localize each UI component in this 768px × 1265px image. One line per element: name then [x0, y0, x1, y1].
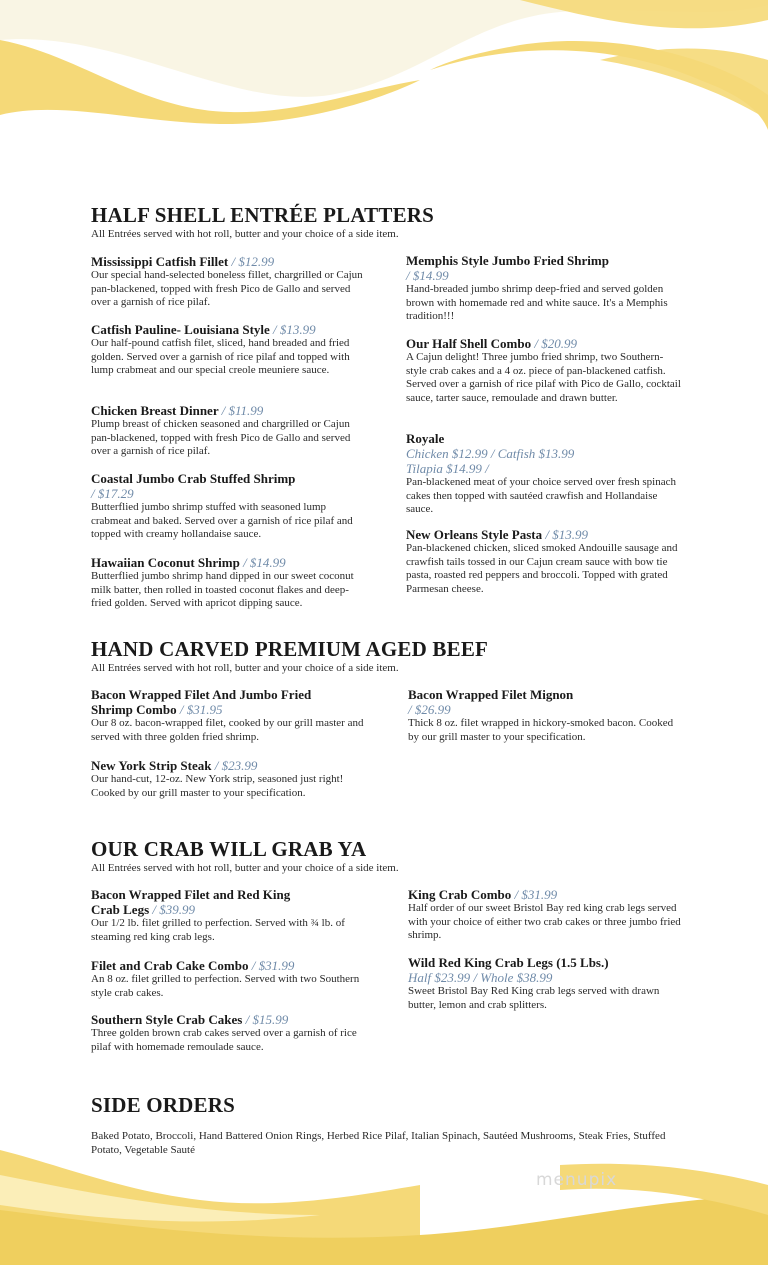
menu-item-wild-red-king-crab-legs: [408, 955, 683, 1012]
watermark: menupix: [536, 1170, 618, 1190]
item-name: Wild Red King Crab Legs (1.5 Lbs.): [408, 955, 609, 970]
menu-item-bacon-wrapped-filet-red-king-crab: [91, 887, 366, 944]
sides-section-title: SIDE ORDERS: [91, 1093, 235, 1117]
item-name: Filet and Crab Cake Combo: [91, 958, 249, 973]
item-description: Our 8 oz. bacon-wrapped filet, cooked by our grill master and served with three golden fried shrimp.: [91, 717, 364, 743]
crab-section-subtitle: All Entrées served with hot roll, butter and your choice of a side item.: [91, 862, 399, 874]
menu-item-coastal-jumbo-crab-stuffed-shrimp: [91, 471, 366, 542]
item-name-line1: Bacon Wrapped Filet and Red King: [91, 887, 291, 902]
menu-item-half-shell-combo: [406, 336, 681, 405]
item-name: Hawaiian Coconut Shrimp: [91, 555, 240, 570]
menu-item-new-york-strip-steak: [91, 758, 366, 800]
menu-item-king-crab-combo: [408, 887, 683, 943]
item-name: Mississippi Catfish Fillet: [91, 254, 229, 269]
item-price: / $17.29: [91, 486, 134, 501]
beef-section-title: HAND CARVED PREMIUM AGED BEEF: [91, 637, 489, 661]
item-price: / $26.99: [408, 702, 451, 717]
item-price: / $13.99: [273, 322, 316, 337]
item-name: New York Strip Steak: [91, 758, 212, 773]
item-name: King Crab Combo: [408, 887, 512, 902]
item-name: Catfish Pauline- Louisiana Style: [91, 322, 270, 337]
beef-section-subtitle: All Entrées served with hot roll, butter and your choice of a side item.: [91, 662, 399, 674]
side-orders-list: Baked Potato, Broccoli, Hand Battered Onion Rings, Herbed Rice Pilaf, Italian Spinach, Sautéed Mushrooms, Steak Fries, Stuffed Potato, Vegetable Sauté: [91, 1130, 666, 1156]
item-description: Hand-breaded jumbo shrimp deep-fried and served golden brown with homemade red and white sauce. It's a Memphis tradition!!!: [406, 283, 668, 322]
item-price-chicken-catfish: Chicken $12.99 / Catfish $13.99: [406, 446, 575, 461]
menu-item-catfish-pauline: [91, 322, 366, 378]
item-name: Royale: [406, 431, 445, 446]
item-name: Memphis Style Jumbo Fried Shrimp: [406, 253, 609, 268]
menu-item-chicken-breast-dinner: [91, 403, 366, 459]
menu-item-mississippi-catfish: [91, 254, 366, 310]
item-name: Bacon Wrapped Filet Mignon: [408, 687, 574, 702]
item-price: / $15.99: [245, 1012, 289, 1027]
item-description: Sweet Bristol Bay Red King crab legs served with drawn butter, lemon and crab splitters.: [408, 985, 660, 1011]
menu-item-filet-and-crab-cake-combo: [91, 958, 366, 1000]
item-description: Pan-blackened meat of your choice served over fresh spinach cakes then topped with sautéed crawfish and Hollandaise sauce.: [406, 476, 676, 515]
menu-item-hawaiian-coconut-shrimp: [91, 555, 366, 611]
item-description: Our hand-cut, 12-oz. New York strip, seasoned just right! Cooked by our grill master to your specification.: [91, 773, 344, 799]
item-price: / $14.99: [406, 268, 449, 283]
item-price: / $31.95: [179, 702, 223, 717]
menu-item-bacon-wrapped-filet-mignon: [408, 687, 683, 744]
item-description: Plump breast of chicken seasoned and chargrilled or Cajun pan-blackened, topped with fresh Pico de Gallo and served over a garnish of rice pilaf.: [91, 418, 351, 457]
item-price: / $11.99: [221, 403, 264, 418]
menu-item-southern-style-crab-cakes: [91, 1012, 366, 1054]
item-description: An 8 oz. filet grilled to perfection. Served with two Southern style crab cakes.: [91, 973, 360, 999]
item-price: / $14.99: [243, 555, 286, 570]
item-price: / $31.99: [251, 958, 295, 973]
crab-section-title: OUR CRAB WILL GRAB YA: [91, 837, 367, 861]
menu-item-memphis-style-jumbo-fried-shrimp: [406, 253, 681, 324]
item-description: Half order of our sweet Bristol Bay red king crab legs served with your choice of either two crab cakes or three jumbo fried shrimp.: [408, 902, 681, 941]
platters-section-title: HALF SHELL ENTRÉE PLATTERS: [91, 203, 435, 227]
menu-item-new-orleans-style-pasta: [406, 527, 681, 596]
item-price: / $31.99: [514, 887, 558, 902]
item-price: Half $23.99 / Whole $38.99: [408, 970, 553, 985]
menu-item-bacon-wrapped-filet-shrimp-combo: [91, 687, 366, 744]
item-name: Southern Style Crab Cakes: [91, 1012, 243, 1027]
item-name-line2: Shrimp Combo: [91, 702, 177, 717]
item-description: Butterflied jumbo shrimp stuffed with seasoned lump crabmeat and baked. Served over a garnish of rice pilaf and topped with creamy hollandaise sauce.: [91, 501, 353, 540]
item-price-tilapia: Tilapia $14.99 /: [406, 461, 489, 476]
item-name: Chicken Breast Dinner: [91, 403, 219, 418]
item-description: Our 1/2 lb. filet grilled to perfection. Served with ¾ lb. of steaming red king crab legs.: [91, 917, 345, 943]
menu-item-royale: [406, 431, 681, 517]
item-price: / $13.99: [545, 527, 588, 542]
item-description: Butterflied jumbo shrimp hand dipped in our sweet coconut milk batter, then rolled in toasted coconut flakes and deep-fried golden. Served with apricot dipping sauce.: [91, 570, 354, 609]
item-price: / $23.99: [214, 758, 258, 773]
platters-section-subtitle: All Entrées served with hot roll, butter and your choice of a side item.: [91, 228, 399, 240]
item-name-line2: Crab Legs: [91, 902, 150, 917]
item-name: Coastal Jumbo Crab Stuffed Shrimp: [91, 471, 296, 486]
item-name: New Orleans Style Pasta: [406, 527, 543, 542]
item-description: Pan-blackened chicken, sliced smoked Andouille sausage and crawfish tails tossed in our Cajun cream sauce with bow tie pasta, roasted red peppers and broccoli. Topped with grated Parmesan cheese.: [406, 542, 678, 595]
item-description: A Cajun delight! Three jumbo fried shrimp, two Southern-style crab cakes and a 4 oz. piece of pan-blackened catfish. Served over a garnish of rice pilaf with Pico de Gallo, cocktail sauce, tarter sauce, remoulade and drawn butter.: [406, 351, 681, 404]
item-description: Our special hand-selected boneless fillet, chargrilled or Cajun pan-blackened, topped with fresh Pico de Gallo and served over a garnish of rice pilaf.: [91, 269, 363, 308]
item-price: / $20.99: [534, 336, 577, 351]
item-price: / $39.99: [152, 902, 196, 917]
item-price: / $12.99: [231, 254, 275, 269]
item-name: Our Half Shell Combo: [406, 336, 532, 351]
item-name-line1: Bacon Wrapped Filet And Jumbo Fried: [91, 687, 312, 702]
item-description: Our half-pound catfish filet, sliced, hand breaded and fried golden. Served over a garnish of rice pilaf and topped with lump crabmeat and our special creole meuniere sauce.: [91, 337, 350, 376]
item-description: Three golden brown crab cakes served over a garnish of rice pilaf with homemade remoulade sauce.: [91, 1027, 357, 1053]
item-description: Thick 8 oz. filet wrapped in hickory-smoked bacon. Cooked by our grill master to your specification.: [408, 717, 674, 743]
